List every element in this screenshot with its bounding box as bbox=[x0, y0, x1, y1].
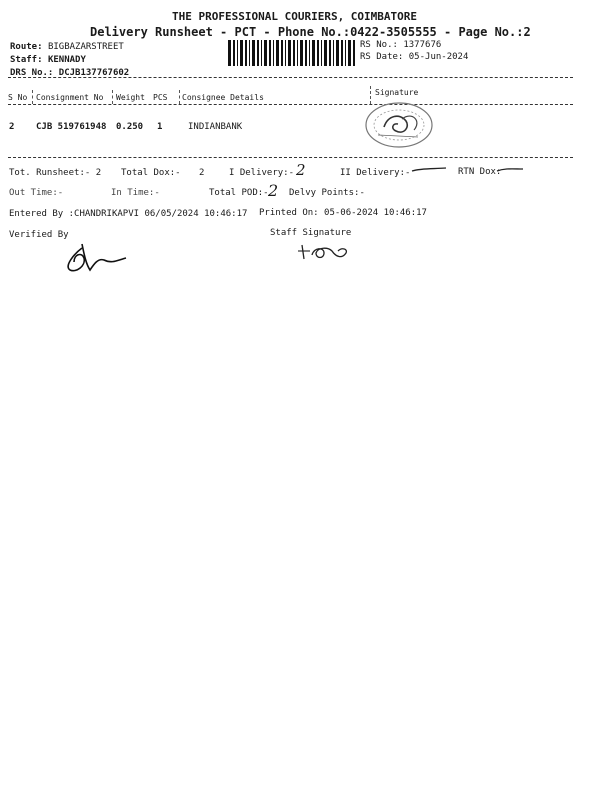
header-signature: Signature bbox=[375, 88, 419, 97]
barcode-icon bbox=[228, 40, 355, 66]
rs-date: RS Date: 05-Jun-2024 bbox=[360, 52, 469, 62]
company-name: THE PROFESSIONAL COURIERS, COIMBATORE bbox=[172, 10, 418, 23]
route-row bbox=[10, 42, 124, 52]
staff-value: KENNADY bbox=[47, 55, 86, 65]
total-dox-value: 2 bbox=[199, 168, 205, 178]
entered-by: Entered By :CHANDRIKAPVI 06/05/2024 10:46:17 bbox=[9, 209, 248, 219]
col-separator bbox=[179, 90, 180, 104]
i-delivery-label: I Delivery:- bbox=[229, 168, 295, 178]
row-sno: 2 bbox=[9, 122, 15, 132]
bank-stamp-icon bbox=[358, 97, 440, 151]
runsheet-title: Delivery Runsheet - PCT - Phone No.:0422-3505555 - Page No.:2 bbox=[90, 25, 531, 39]
header-weight: Weight bbox=[116, 93, 145, 102]
i-delivery-handwritten: 2 bbox=[296, 161, 306, 179]
verified-by: Verified By bbox=[9, 230, 69, 240]
dash-mark-icon bbox=[410, 166, 448, 174]
row-consignee: INDIANBANK bbox=[188, 122, 243, 132]
header-consignment: Consignment No bbox=[36, 93, 104, 102]
row-weight: 0.250 bbox=[116, 122, 144, 132]
rtn-dox-label: RTN Dox: bbox=[458, 167, 502, 177]
col-separator bbox=[32, 90, 33, 104]
verifier-signature-icon bbox=[60, 240, 132, 274]
header-pcs: PCS bbox=[153, 93, 168, 102]
ii-delivery-label: II Delivery:- bbox=[340, 168, 411, 178]
rs-number: RS No.: 1377676 bbox=[360, 40, 442, 50]
row-pcs: 1 bbox=[157, 122, 163, 132]
in-time: In Time:- bbox=[111, 188, 160, 198]
header-consignee: Consignee Details bbox=[182, 93, 264, 102]
dash-mark-icon bbox=[495, 166, 525, 174]
drs-value: DCJB137767602 bbox=[58, 68, 130, 78]
staff-row bbox=[10, 55, 86, 65]
divider bbox=[8, 157, 573, 158]
printed-on: Printed On: 05-06-2024 10:46:17 bbox=[259, 208, 427, 218]
staff-label: Staff: bbox=[10, 55, 43, 65]
drs-label: DRS No.: bbox=[10, 68, 54, 78]
out-time: Out Time:- bbox=[9, 188, 64, 198]
total-pod-label: Total POD:- bbox=[209, 188, 269, 198]
col-separator bbox=[112, 90, 113, 104]
divider bbox=[8, 77, 573, 78]
staff-signature-label: Staff Signature bbox=[270, 228, 352, 238]
header-sno: S No bbox=[8, 93, 28, 102]
route-value: BIGBAZARSTREET bbox=[47, 42, 124, 52]
staff-signature-icon bbox=[296, 241, 350, 263]
route-label: Route: bbox=[10, 42, 43, 52]
divider bbox=[8, 104, 573, 105]
row-consignment: CJB 519761948 bbox=[36, 122, 107, 132]
tot-runsheet: Tot. Runsheet:- 2 bbox=[9, 168, 102, 178]
total-pod-handwritten: 2 bbox=[268, 181, 279, 200]
total-dox-label: Total Dox:- bbox=[121, 168, 181, 178]
delvy-points: Delvy Points:- bbox=[289, 188, 365, 198]
